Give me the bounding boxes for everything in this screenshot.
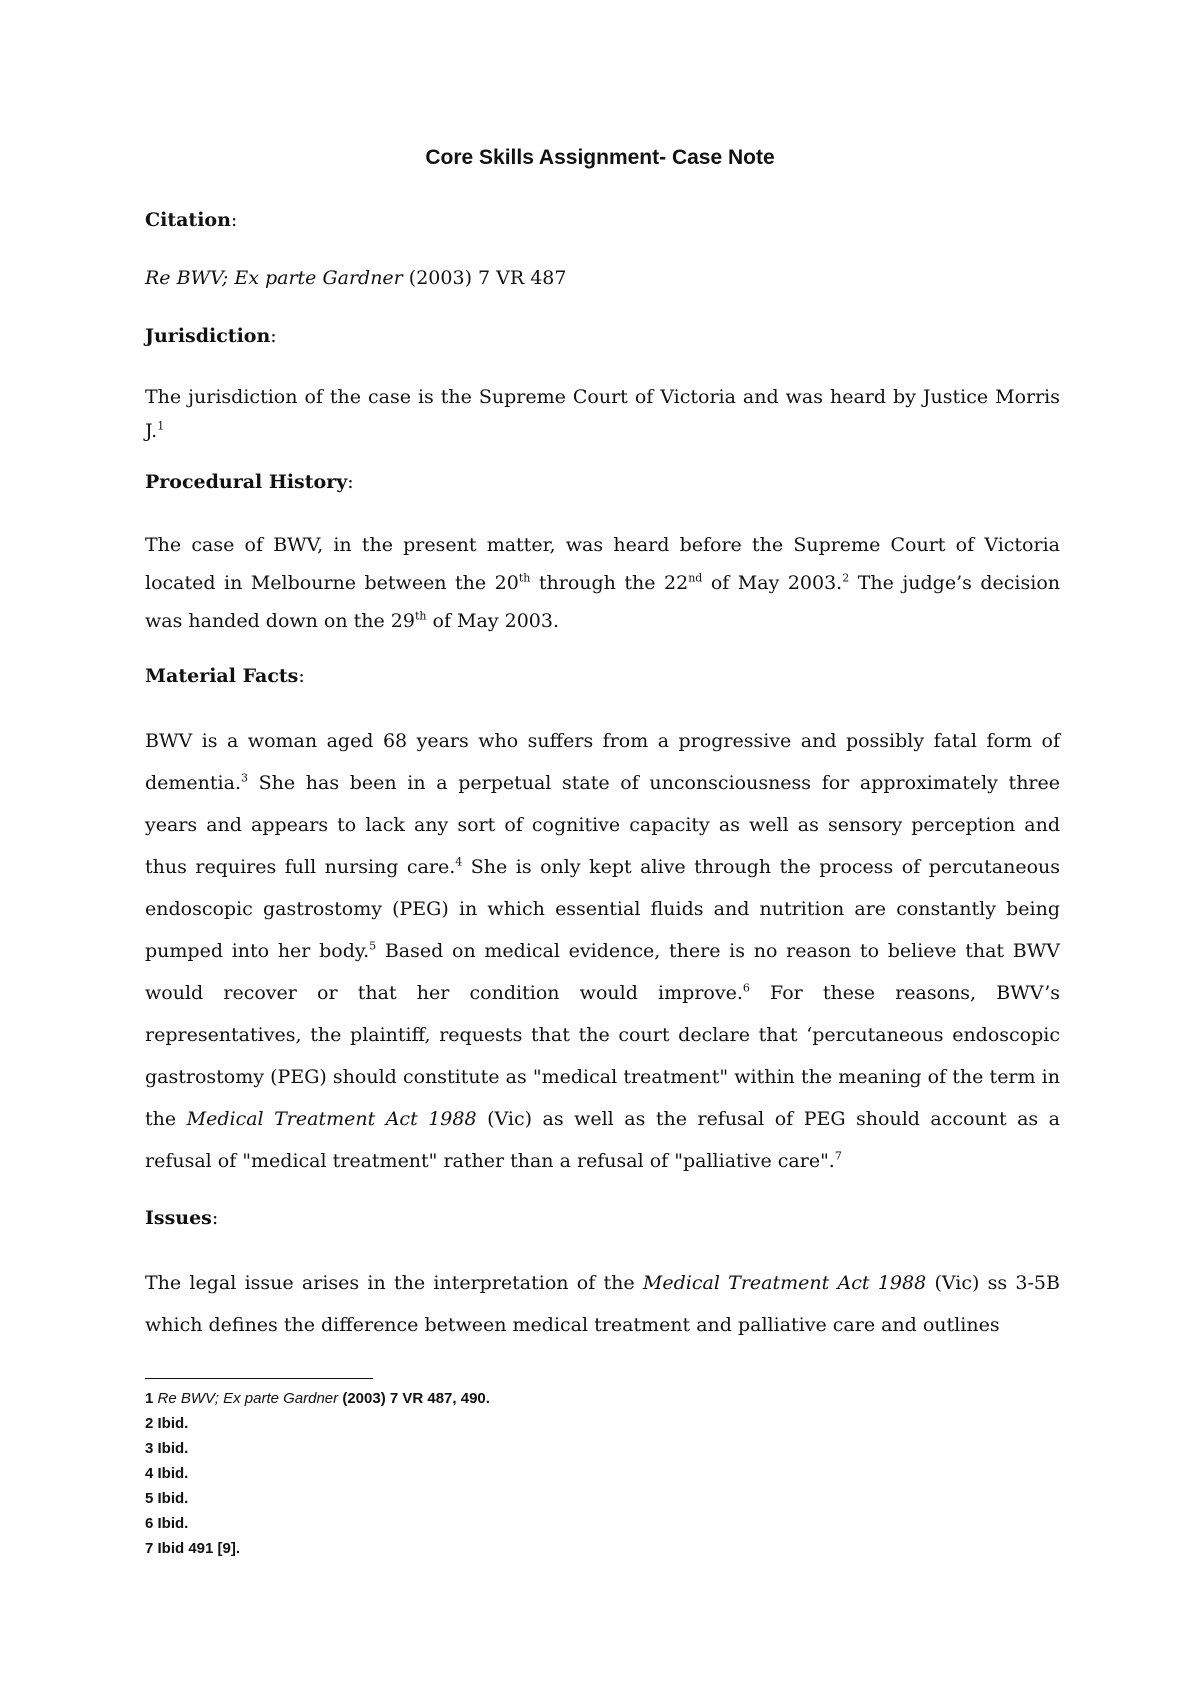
footnote-7: 7 Ibid 491 [9]. — [145, 1540, 241, 1557]
citation-text: Re BWV; Ex parte Gardner (2003) 7 VR 487 — [145, 267, 567, 289]
citation-case-name: Re BWV; Ex parte Gardner — [145, 267, 403, 289]
procedural-history-paragraph: The case of BWV, in the present matter, was heard before the Supreme Court of Victoria located in Melbourne between the 20th through the 22nd of May 2003.$^2$ The judge’s decision was handed down on the 29th of May 2003. — [145, 534, 1060, 632]
footnote-1: 1 Re BWV; Ex parte Gardner (2003) 7 VR 487, 490. — [145, 1390, 490, 1407]
footnote-ref-3: 3 — [240, 771, 248, 785]
document-body — [145, 206, 1060, 1356]
footnote-ref-4: 4 — [455, 855, 463, 869]
footnote-ref-1: 1 — [157, 419, 165, 433]
footnote-ref-7: 7 — [834, 1149, 842, 1163]
material-facts-heading: Material Facts: — [145, 665, 305, 687]
jurisdiction-paragraph: The jurisdiction of the case is the Supreme Court of Victoria and was heard by Justice Morris J.$^1$ — [145, 386, 1060, 442]
page-title: Core Skills Assignment- Case Note — [425, 146, 775, 169]
footnote-ref-2: 2 — [842, 571, 850, 585]
footnote-ref-5: 5 — [369, 939, 377, 953]
footnote-separator — [145, 1378, 373, 1379]
footnote-5: 5 Ibid. — [145, 1490, 189, 1507]
citation-heading: Citation: — [145, 209, 238, 231]
act-title: Medical Treatment Act 1988 — [642, 1272, 927, 1294]
footnote-2: 2 Ibid. — [145, 1415, 189, 1432]
material-facts-paragraph: BWV is a woman aged 68 years who suffers from a progressive and possibly fatal form of dementia.$^3$ She has been in a perpetual state of unconsciousness for approximately three years and appears to lack any sort of cognitive capacity as well as sensory perception and thus requires full nursing care.$^4$ She is only kept alive through the process of percutaneous endoscopic gastrostomy (PEG) in which essential fluids and nutrition are constantly being pumped into her body.$^5$ Based on medical evidence, there is no reason to believe that BWV would recover or that her condition would improve.$^6$ For these reasons, BWV’s representatives, the plaintiff, requests that the court declare that ‘percutaneous endoscopic gastrostomy (PEG) should constitute as "medical treatment" within the meaning of the term in the Medical Treatment Act 1988 (Vic) as well as the refusal of PEG should account as a refusal of "medical treatment" rather than a refusal of "palliative care".$^7$ — [145, 730, 1061, 1172]
issues-paragraph: The legal issue arises in the interpretation of the Medical Treatment Act 1988 (Vic) ss 3-5B which defines the difference between medical treatment and palliative care and outlines — [145, 1272, 1060, 1336]
issues-heading: Issues: — [145, 1207, 219, 1229]
act-title: Medical Treatment Act 1988 — [186, 1108, 477, 1130]
jurisdiction-heading: Jurisdiction: — [145, 325, 277, 347]
footnote-4: 4 Ibid. — [145, 1465, 189, 1482]
procedural-history-heading: Procedural History: — [145, 471, 354, 493]
footnote-ref-6: 6 — [742, 981, 750, 995]
footnote-3: 3 Ibid. — [145, 1440, 189, 1457]
footnote-6: 6 Ibid. — [145, 1515, 189, 1532]
footnotes — [145, 1386, 490, 1561]
